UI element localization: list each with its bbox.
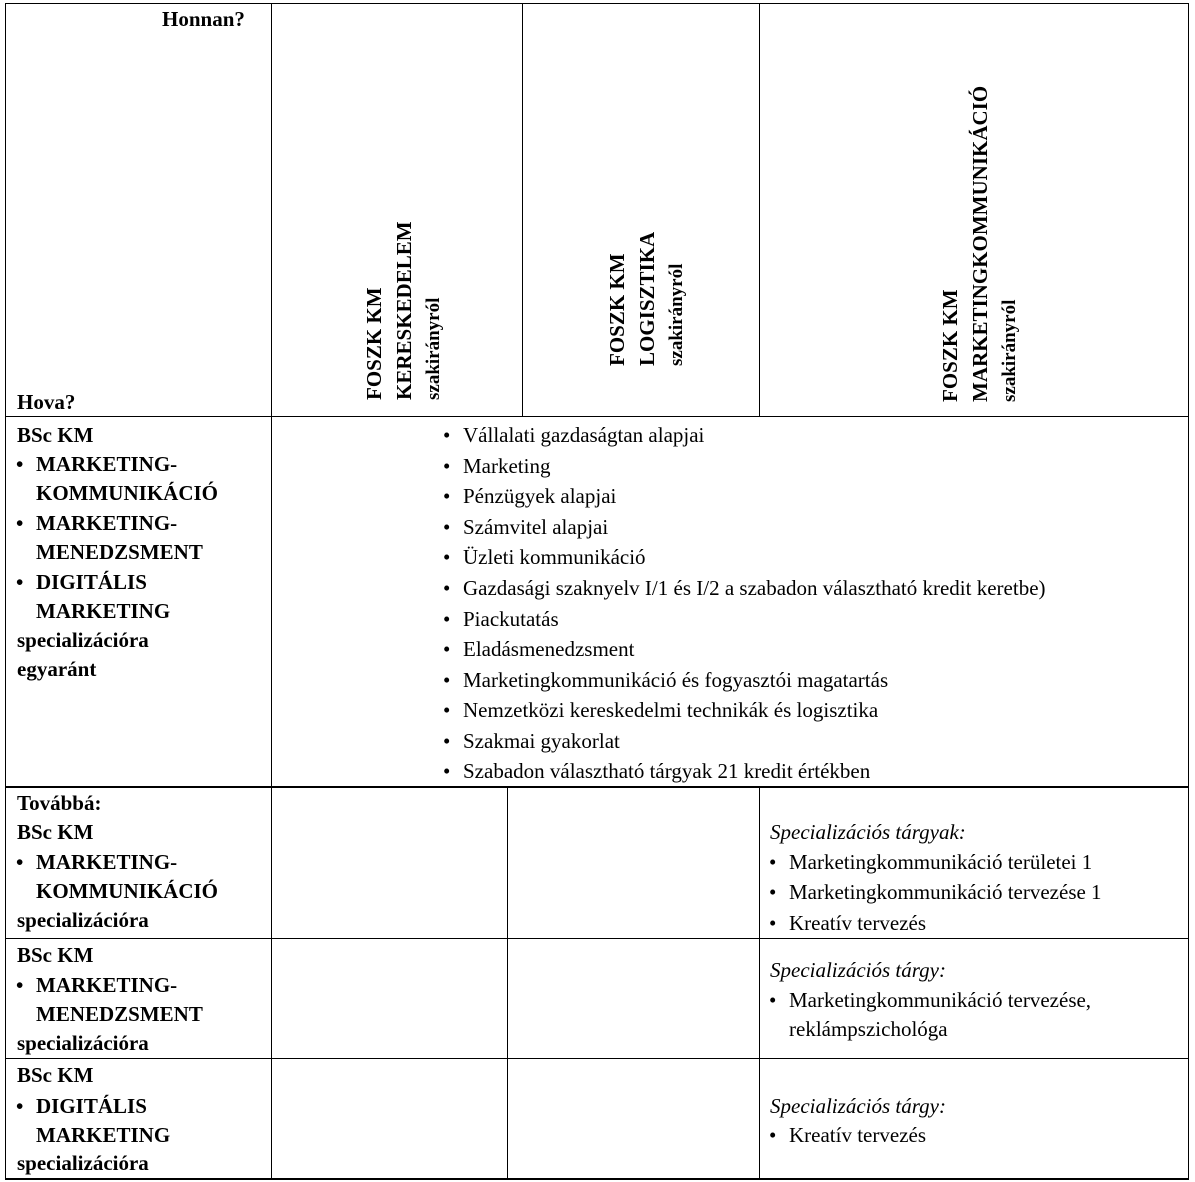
row1-footer: specializációra (17, 628, 149, 652)
row3-bsc: BSc KM (17, 943, 94, 967)
column-header-line: MARKETINGKOMMUNIKÁCIÓ (968, 85, 992, 402)
row3-heading: Specializációs tárgy: (770, 958, 946, 982)
row2-footer: specializációra (17, 908, 149, 932)
border-bottom (5, 1178, 1189, 1180)
row1-spec-item: • MARKETING- (36, 509, 177, 538)
column-header-line: szakirányról (423, 297, 444, 400)
column-header-line: szakirányról (666, 263, 687, 366)
list-item: • Marketing (463, 452, 550, 481)
list-item: • Kreatív tervezés (789, 1121, 926, 1150)
column-header-line: FOSZK KM (605, 253, 629, 366)
row2-heading: Specializációs tárgyak: (770, 820, 966, 844)
list-item: • Eladásmenedzsment (463, 635, 634, 664)
row2-bsc: BSc KM (17, 820, 94, 844)
list-item: • Kreatív tervezés (789, 909, 926, 938)
row2-pre: Továbbá: (17, 791, 102, 815)
row4-spec-item-cont: MARKETING (36, 1123, 171, 1147)
list-item: • Marketingkommunikáció és fogyasztói magatartás (463, 666, 888, 695)
list-item: • Szakmai gyakorlat (463, 727, 620, 756)
from-label: Honnan? (162, 7, 245, 31)
border-left (5, 3, 6, 1180)
list-item: • Pénzügyek alapjai (463, 482, 616, 511)
border-header-bottom (5, 416, 1189, 417)
row1-spec-item-cont: KOMMUNIKÁCIÓ (36, 481, 218, 505)
border-row2-bottom (5, 938, 1189, 939)
border-right (1188, 3, 1189, 1180)
border-body-col2 (759, 786, 760, 1180)
column-header-line: KERESKEDELEM (392, 221, 416, 400)
border-header-col2 (759, 3, 760, 417)
border-body-col1 (507, 786, 508, 1180)
row2-spec-item-cont: KOMMUNIKÁCIÓ (36, 879, 218, 903)
list-item: • Gazdasági szaknyelv I/1 és I/2 a szabadon választható kredit keretbe) (463, 574, 1046, 603)
list-item: • Marketingkommunikáció területei 1 (789, 848, 1092, 877)
border-label-column (271, 3, 272, 1180)
list-item: • Marketingkommunikáció tervezése 1 (789, 878, 1102, 907)
list-item: • Üzleti kommunikáció (463, 543, 646, 572)
row1-spec-item-cont: MENEDZSMENT (36, 540, 203, 564)
border-header-col1 (522, 3, 523, 417)
row4-footer: specializációra (17, 1151, 149, 1175)
row2-spec-item: • MARKETING- (36, 848, 177, 877)
column-header-line: FOSZK KM (938, 289, 962, 402)
border-row3-bottom (5, 1058, 1189, 1059)
row1-spec-item: • MARKETING- (36, 450, 177, 479)
column-header-line: szakirányról (999, 299, 1020, 402)
row1-spec-item-cont: MARKETING (36, 599, 171, 623)
column-header-line: LOGISZTIKA (635, 231, 659, 366)
row1-bsc: BSc KM (17, 423, 94, 447)
row1-footer: egyaránt (17, 657, 97, 681)
column-header-line: FOSZK KM (362, 287, 386, 400)
list-item: • Piackutatás (463, 605, 559, 634)
list-item: • Vállalati gazdaságtan alapjai (463, 421, 704, 450)
row1-spec-item: • DIGITÁLIS (36, 568, 147, 597)
list-item-cont: reklámpszichológa (789, 1017, 948, 1041)
row3-footer: specializációra (17, 1031, 149, 1055)
list-item: • Számvitel alapjai (463, 513, 608, 542)
row3-spec-item-cont: MENEDZSMENT (36, 1002, 203, 1026)
row4-spec-item: • DIGITÁLIS (36, 1092, 147, 1121)
to-label: Hova? (17, 390, 76, 414)
border-top (5, 3, 1189, 4)
row4-bsc: BSc KM (17, 1063, 94, 1087)
border-row1-bottom (5, 786, 1189, 788)
list-item: • Nemzetközi kereskedelmi technikák és logisztika (463, 696, 878, 725)
row4-heading: Specializációs tárgy: (770, 1094, 946, 1118)
list-item: • Szabadon választható tárgyak 21 kredit értékben (463, 757, 870, 786)
row3-spec-item: • MARKETING- (36, 971, 177, 1000)
list-item: • Marketingkommunikáció tervezése, (789, 986, 1091, 1015)
